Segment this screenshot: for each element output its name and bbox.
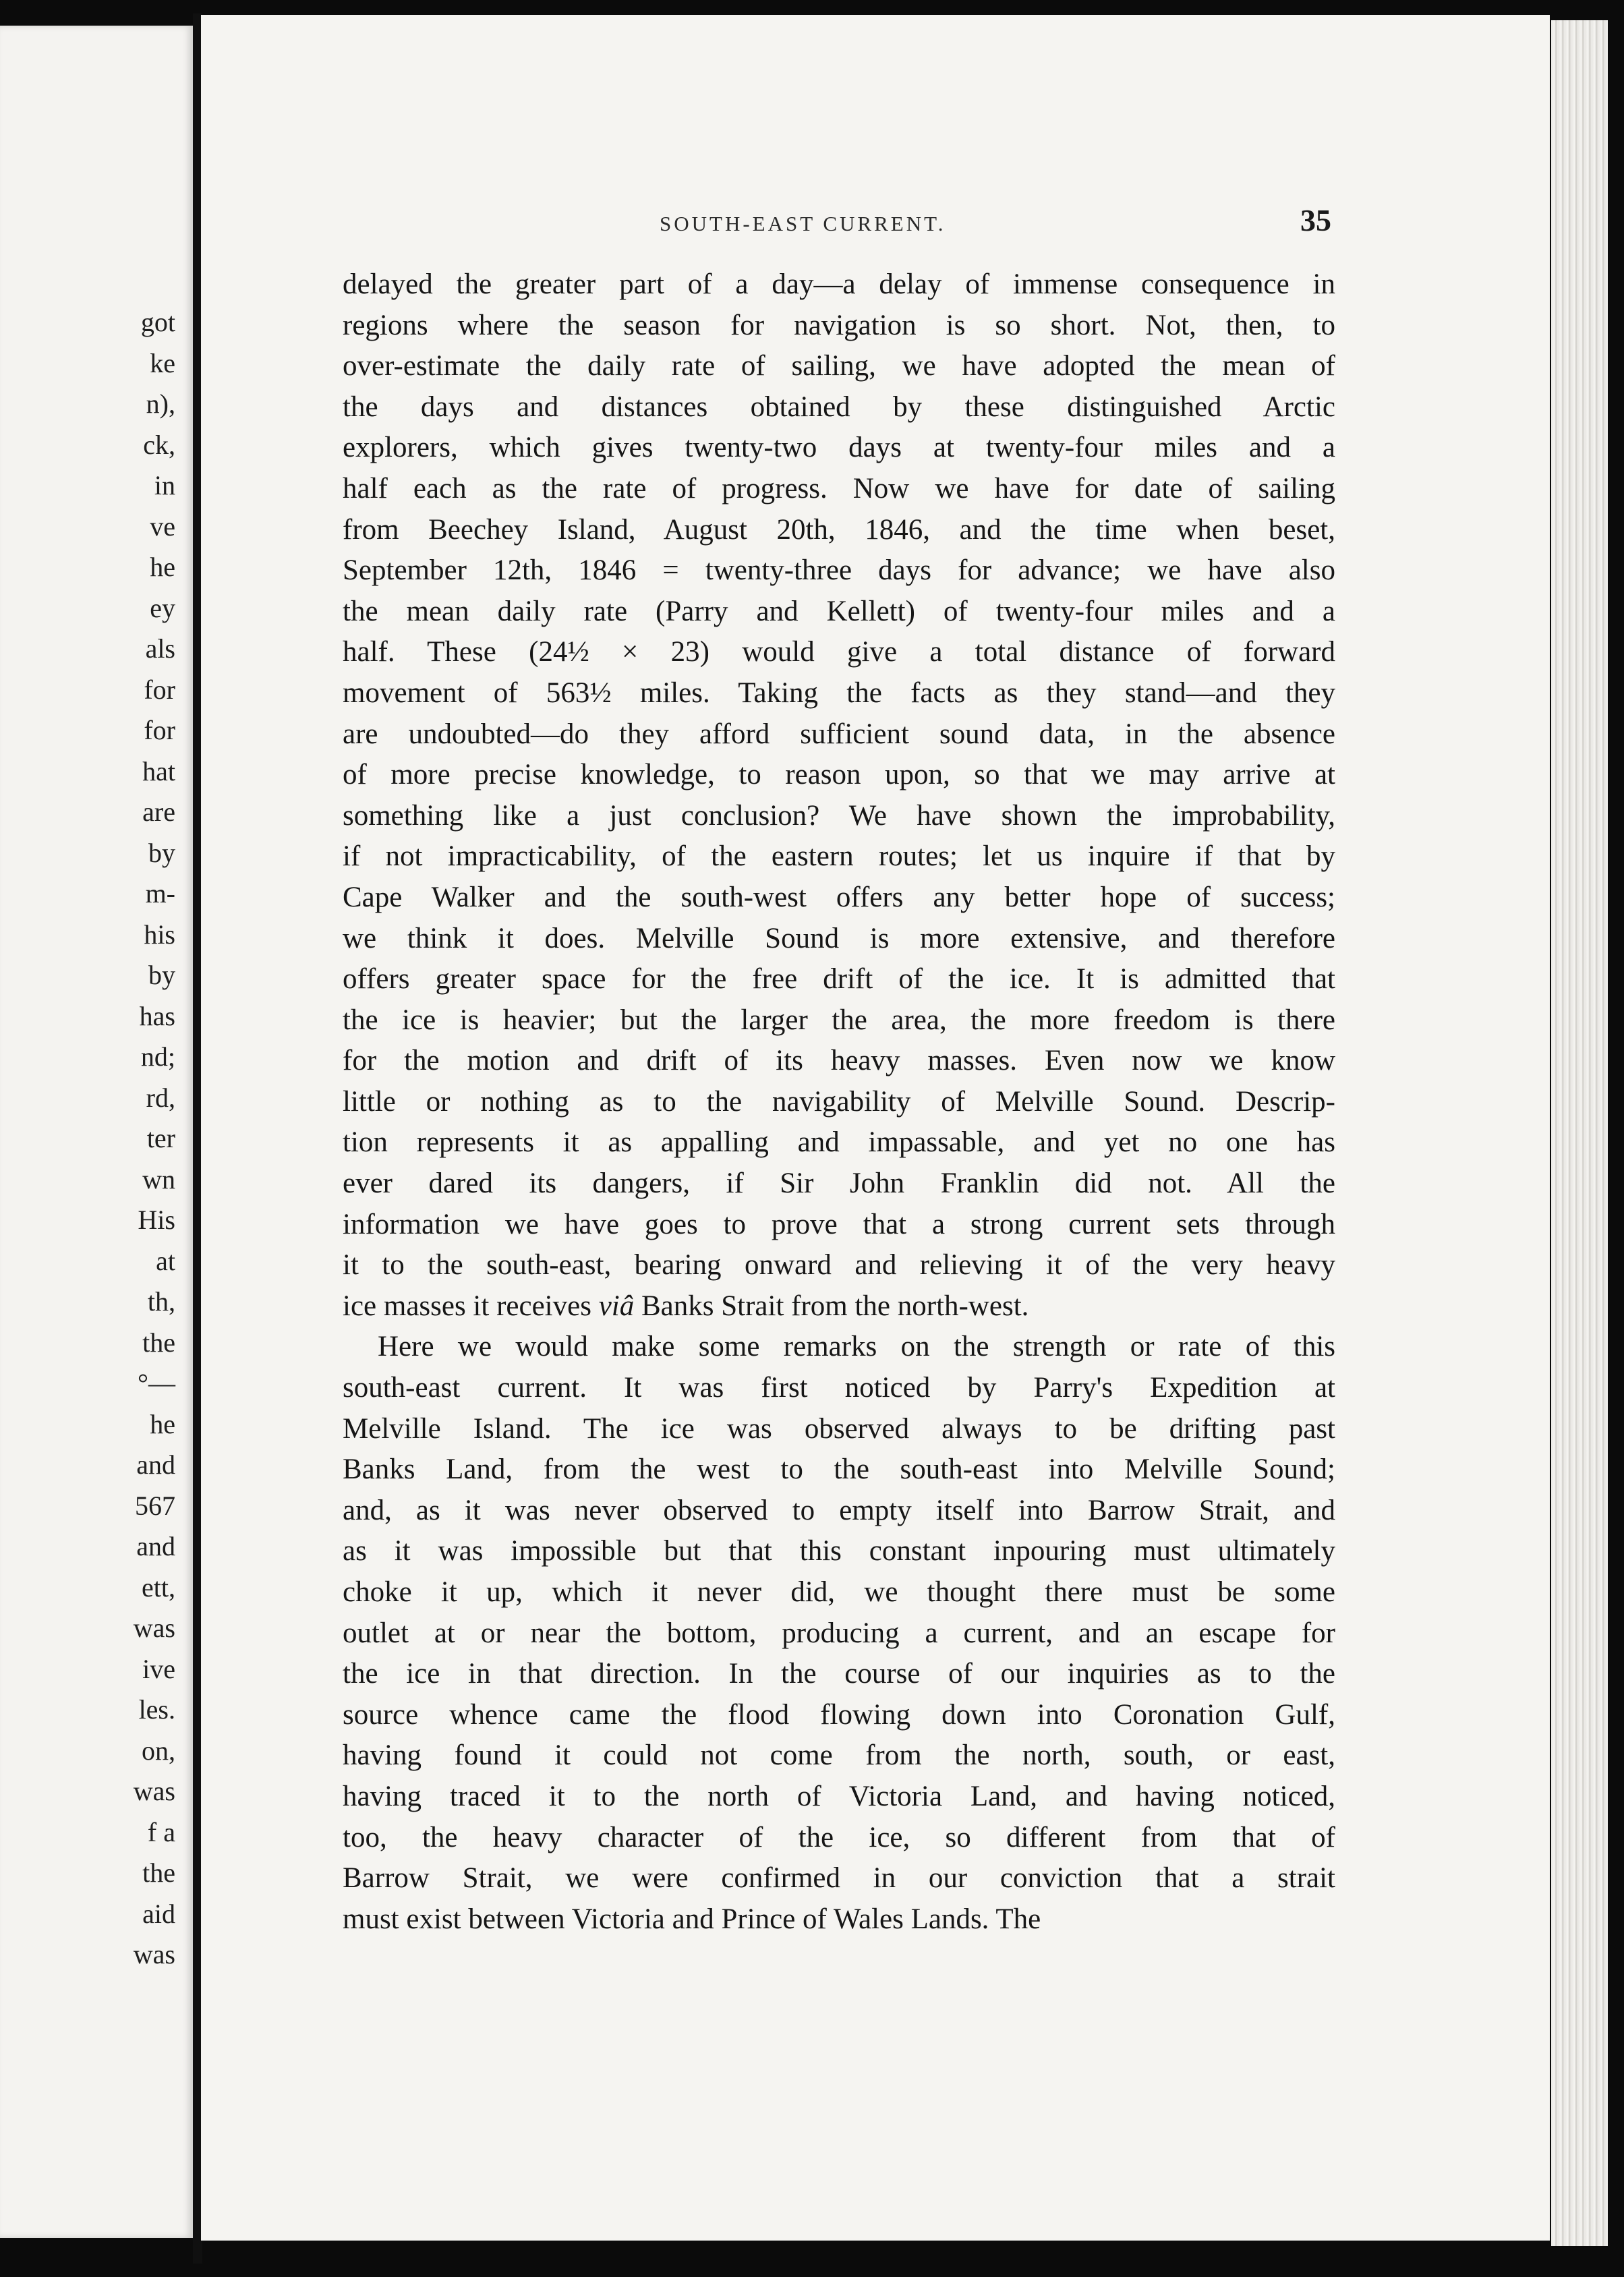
text-line: we think it does. Melville Sound is more extensive, and therefore [343, 922, 1335, 954]
facing-page-fragment: nd; [140, 1041, 175, 1072]
facing-page-fragment: in [154, 470, 175, 500]
text-line: having found it could not come from the north, south, or east, [343, 1739, 1335, 1772]
text-line: the ice is heavier; but the larger the area, the more freedom is there [343, 1004, 1335, 1036]
text-line: too, the heavy character of the ice, so different from that of [343, 1821, 1335, 1853]
facing-page-fragment: on, [142, 1735, 175, 1766]
facing-page-fragment: the [142, 1857, 175, 1888]
facing-page-fragment: hat [142, 755, 175, 786]
facing-page-fragment: was [133, 1776, 175, 1806]
facing-page-fragment: ve [150, 511, 175, 542]
text-line: movement of 563½ miles. Taking the facts as they stand—and they [343, 676, 1335, 709]
text-line: the ice in that direction. In the course of our inquiries as to the [343, 1658, 1335, 1690]
text-line: and, as it was never observed to empty itself into Barrow Strait, and [343, 1494, 1335, 1526]
facing-page-fragment: got [140, 307, 175, 337]
text-line: choke it up, which it never did, we thought there must be some [343, 1576, 1335, 1608]
page-edges [1551, 20, 1608, 2246]
text-line: Cape Walker and the south-west offers any better hope of success; [343, 881, 1335, 913]
facing-page-fragment: for [144, 674, 175, 705]
text-line: tion represents it as appalling and impassable, and yet no one has [343, 1126, 1335, 1159]
facing-page-fragment: aid [142, 1898, 175, 1929]
facing-page-fragment: ck, [143, 429, 175, 460]
facing-page-fragment: he [150, 1408, 175, 1439]
text-line: if not impracticability, of the eastern routes; let us inquire if that by [343, 840, 1335, 873]
facing-page-fragment: was [133, 1939, 175, 1969]
facing-page-fragment: at [156, 1245, 175, 1276]
text-line: half. These (24½ × 23) would give a total distance of forward [343, 636, 1335, 668]
text-line: delayed the greater part of a day—a delay of immense consequence in [343, 268, 1335, 300]
text-line: for the motion and drift of its heavy masses. Even now we know [343, 1045, 1335, 1077]
facing-page-fragment: m- [145, 878, 175, 909]
text-line: the mean daily rate (Parry and Kellett) of twenty-four miles and a [343, 595, 1335, 627]
facing-page-fragment: ive [142, 1653, 175, 1684]
facing-page-fragment: f a [147, 1816, 175, 1847]
facing-page-fragment: for [144, 715, 175, 745]
facing-page-fragment: rd, [146, 1082, 175, 1113]
facing-page-fragment: n), [146, 388, 175, 419]
text-line: information we have goes to prove that a strong current sets through [343, 1208, 1335, 1240]
text-line: Barrow Strait, we were confirmed in our conviction that a strait [343, 1862, 1335, 1895]
facing-page-fragment: was [133, 1613, 175, 1643]
facing-page-fragment: ey [150, 592, 175, 623]
text-line: half each as the rate of progress. Now we have for date of sailing [343, 472, 1335, 505]
facing-page-text-fragments [134, 302, 175, 1976]
facing-page-fragment: als [145, 633, 175, 664]
facing-page-fragment: °— [138, 1368, 175, 1398]
text-line: ice masses it receives viâ Banks Strait from the north-west. [343, 1290, 1029, 1322]
facing-page-fragment: ter [146, 1123, 175, 1153]
facing-page [0, 26, 193, 2238]
text-line: source whence came the flood flowing down into Coronation Gulf, [343, 1698, 1335, 1731]
text-line: south-east current. It was first noticed by Parry's Expedition at [343, 1372, 1335, 1404]
facing-page-fragment: he [150, 552, 175, 582]
facing-page-fragment: his [144, 919, 175, 950]
text-line: ever dared its dangers, if Sir John Franklin did not. All the [343, 1168, 1335, 1200]
text-line: the days and distances obtained by these distinguished Arctic [343, 391, 1335, 423]
text-line: as it was impossible but that this constant inpouring must ultimately [343, 1535, 1335, 1567]
text-line: regions where the season for navigation is so short. Not, then, to [343, 309, 1335, 341]
page-number: 35 [1300, 203, 1331, 237]
text-line: Melville Island. The ice was observed always to be drifting past [343, 1412, 1335, 1445]
text-line: of more precise knowledge, to reason upon, so that we may arrive at [343, 759, 1335, 791]
text-line: little or nothing as to the navigability of Melville Sound. Descrip- [343, 1085, 1335, 1118]
text-line: from Beechey Island, August 20th, 1846, and the time when beset, [343, 513, 1335, 546]
text-line: September 12th, 1846 = twenty-three days for advance; we have also [343, 554, 1335, 587]
text-line: over-estimate the daily rate of sailing, we have adopted the mean of [343, 350, 1335, 382]
body-text [343, 264, 1335, 1940]
text-line: something like a just conclusion? We have shown the improbability, [343, 799, 1335, 832]
facing-page-fragment: and [136, 1449, 175, 1480]
text-line: offers greater space for the free drift of the ice. It is admitted that [343, 963, 1335, 996]
text-line: it to the south-east, bearing onward and relieving it of the very heavy [343, 1249, 1335, 1281]
facing-page-fragment: ett, [142, 1572, 175, 1603]
facing-page-fragment: the [142, 1327, 175, 1358]
text-line: must exist between Victoria and Prince of Wales Lands. The [343, 1903, 1041, 1935]
text-line: are undoubted—do they afford sufficient sound data, in the absence [343, 718, 1335, 750]
facing-page-fragment: are [142, 797, 175, 827]
facing-page-fragment: wn [142, 1163, 175, 1194]
facing-page-fragment: His [138, 1205, 175, 1235]
paragraph [343, 1327, 1335, 1940]
text-line: outlet at or near the bottom, producing a current, and an escape for [343, 1617, 1335, 1649]
running-head: SOUTH-EAST CURRENT. [660, 212, 946, 235]
text-line: having traced it to the north of Victoria Land, and having noticed, [343, 1780, 1335, 1812]
facing-page-fragment: by [148, 837, 175, 868]
text-line: Banks Land, from the west to the south-east into Melville Sound; [343, 1453, 1335, 1486]
facing-page-fragment: les. [138, 1694, 175, 1725]
facing-page-fragment: has [139, 1000, 175, 1031]
facing-page-fragment: 567 [135, 1490, 175, 1521]
facing-page-fragment: ke [150, 347, 175, 378]
paragraph [343, 264, 1335, 1327]
text-line: explorers, which gives twenty-two days at twenty-four miles and a [343, 432, 1335, 464]
facing-page-fragment: th, [147, 1286, 175, 1317]
text-line: Here we would make some remarks on the strength or rate of this [378, 1331, 1335, 1363]
facing-page-fragment: by [148, 960, 175, 990]
facing-page-fragment: and [136, 1531, 175, 1561]
